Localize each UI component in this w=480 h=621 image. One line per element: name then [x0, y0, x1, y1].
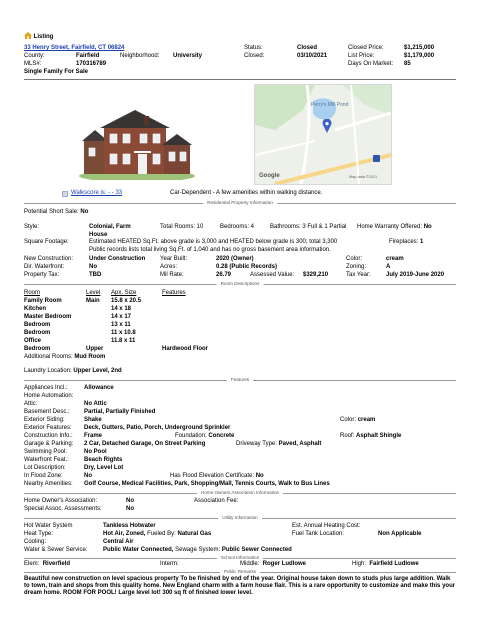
short-sale-label: Potential Short Sale: No	[24, 209, 89, 215]
room-name: Bedroom	[24, 330, 51, 336]
residential-section-header	[24, 199, 456, 206]
year-built-label: Year Built:	[160, 256, 188, 262]
cooling-value: Central Air	[103, 539, 134, 545]
nearby-label: Nearby Amenities:	[24, 481, 73, 487]
sqft-line-2: Public records lists total living Sq.Ft. of 1,040 and has no gross basement area information.	[89, 247, 331, 253]
driveway: Driveway Type: Paved, Asphalt	[236, 441, 322, 447]
waterfront-value: No	[89, 264, 97, 270]
rooms-header-features: Features	[162, 290, 186, 296]
rooms-header-level: Level	[86, 290, 101, 296]
lot-label: Lot Description:	[24, 465, 66, 471]
siding-label: Exterior Siding:	[24, 417, 65, 423]
tax-year-value: July 2019-June 2020	[386, 272, 445, 278]
room-name: Kitchen	[24, 306, 47, 312]
rooms-section-title: Room Descriptions	[217, 280, 264, 287]
flood-cert-value: No	[255, 473, 264, 479]
room-name: Office	[24, 338, 42, 344]
year-built-value: 2020 (Owner)	[216, 256, 254, 262]
zoning-label: Zoning:	[346, 264, 367, 270]
basement-value: Partial, Partially Finished	[84, 409, 156, 415]
fuel-tank-label: Fuel Tank Location:	[292, 531, 344, 537]
attic-value: No Attic	[84, 401, 107, 407]
flood-value: No	[84, 473, 92, 479]
feature-color: Color: cream	[340, 417, 376, 423]
flood-cert: Has Flood Elevation Certificate: No	[170, 473, 264, 479]
style-value: Colonial, Farm House	[89, 224, 131, 238]
sewage-value: Public Sewer Connected	[221, 547, 292, 553]
rooms-header-room: Room	[24, 290, 41, 296]
tax-year-label: Tax Year:	[346, 272, 371, 278]
laundry: Laundry Location: Upper Level, 2nd	[24, 368, 122, 374]
address-link[interactable]: 33 Henry Street, Fairfield, CT 06824	[24, 45, 125, 51]
attic-label: Attic:	[24, 401, 38, 407]
map-pin-icon	[322, 119, 332, 137]
map-credit: Map data ©2021	[349, 175, 378, 179]
nearby-value: Golf Course, Medical Facilities, Park, Shopping/Mall, Tennis Courts, Walk to Bus Lines	[84, 481, 330, 487]
ext-features-label: Exterior Features:	[24, 425, 72, 431]
interm-school-label: Interm:	[160, 561, 179, 567]
closed-label: Closed:	[244, 53, 265, 59]
construction-label: Construction Info.:	[24, 433, 73, 439]
elem-school: Elem: Riverfield	[24, 561, 71, 567]
utility-section-title: Utility Information	[218, 514, 262, 521]
additional-rooms-value: Mud Room	[74, 354, 106, 360]
foundation: Foundation: Concrete	[175, 433, 235, 439]
listing-title: Listing	[33, 34, 54, 40]
garage-label: Garage & Parking:	[24, 441, 74, 447]
room-size: 14 x 18	[111, 306, 132, 312]
google-logo: Google	[259, 173, 280, 179]
driveway-value: Paved, Asphalt	[278, 441, 322, 447]
bathrooms: Bathrooms: 3 Full & 1 Partial	[270, 224, 347, 230]
status-value: Closed	[297, 45, 318, 51]
county-label: County:	[24, 53, 45, 59]
association-fee-label: Association Fee:	[194, 498, 239, 504]
construction-value: Frame	[84, 433, 103, 439]
hot-water-value: Tankless Hotwater	[103, 523, 156, 529]
elem-school-value: Riverfield	[42, 561, 71, 567]
sqft-line-1: Estimated HEATED Sq.Ft. above grade is 3,000 and HEATED below grade is 300; total 3,300	[89, 239, 338, 245]
roof-value: Asphalt Shingle	[356, 433, 402, 439]
pool-value: No Pool	[84, 449, 107, 455]
basement-label: Basement Desc.:	[24, 409, 70, 415]
style-label: Style:	[24, 224, 40, 230]
color-value: cream	[386, 256, 404, 262]
room-size: 13 x 11	[111, 322, 131, 328]
heat-type: Hot Air, Zoned, Fueled By: Natural Gas	[103, 531, 212, 537]
map-place-label: Perry's Mill Pond	[311, 102, 349, 108]
tax-label: Property Tax:	[24, 272, 60, 278]
walkscore-text: Car-Dependent - A few amenities within walking distance.	[170, 190, 323, 196]
special-assessments-value: No	[126, 506, 134, 512]
roof: Roof: Asphalt Shingle	[340, 433, 402, 439]
tax-value: TBD	[89, 272, 102, 278]
mil-rate-value: 26.79	[216, 272, 232, 278]
list-price-label: List Price:	[348, 53, 375, 59]
room-level: Main	[86, 298, 100, 304]
neighborhood-label: Neighborhood:	[120, 53, 160, 59]
waterfront-feat-value: Beach Rights	[84, 457, 123, 463]
middle-school: Middle: Roger Ludlowe	[240, 561, 307, 567]
rooms-section-header	[24, 280, 456, 287]
room-name: Family Room	[24, 298, 62, 304]
water-value: Public Water Connected,	[103, 547, 174, 553]
dom-value: 85	[404, 61, 411, 67]
hoa-section-title: Home Owners Association Information	[197, 489, 283, 496]
remarks-section-title: Public Remarks	[220, 568, 260, 575]
house-icon	[24, 32, 32, 43]
hoa-section-header	[24, 489, 456, 496]
acres-value: 0.28 (Public Records)	[216, 264, 278, 270]
water-label: Water & Sewer Service:	[24, 547, 88, 553]
acres-label: Acres:	[160, 264, 178, 270]
room-size: 11 x 10.8	[111, 330, 136, 336]
water-sewer: Public Water Connected, Sewage System: Public Sewer Connected	[103, 547, 292, 553]
county-value: Fairfield	[76, 53, 100, 59]
mls-label: MLS#:	[24, 61, 42, 67]
mil-rate-label: Mil Rate:	[160, 272, 184, 278]
short-sale-value: No	[80, 209, 89, 215]
new-construction-label: New Construction:	[24, 256, 74, 262]
status-label: Status:	[244, 45, 263, 51]
hoa-value: No	[126, 498, 134, 504]
hoa-label: Home Owner's Association:	[24, 498, 98, 504]
fireplaces-value: 1	[420, 239, 424, 245]
room-name: Bedroom	[24, 346, 51, 352]
features-section-title: Features	[227, 376, 253, 383]
waterfront-label: Dir. Waterfront:	[24, 264, 65, 270]
heat-type-label: Heat Type:	[24, 531, 53, 537]
zoning-value: A	[386, 264, 391, 270]
sqft-label: Square Footage:	[24, 239, 69, 245]
special-assessments-label: Special Assoc. Assessments:	[24, 506, 102, 512]
listing-header	[24, 32, 53, 43]
additional-rooms: Additional Rooms: Mud Room	[24, 354, 106, 360]
room-features: Hardwood Floor	[162, 346, 208, 352]
heat-type-value: Hot Air, Zoned,	[103, 531, 146, 537]
list-price-value: $1,179,000	[404, 53, 435, 59]
garage-value: 2 Car, Detached Garage, On Street Parking	[84, 441, 206, 447]
room-name: Master Bedroom	[24, 314, 72, 320]
foundation-value: Concrete	[208, 433, 235, 439]
school-section-header	[24, 554, 456, 561]
school-section-title: School Information	[217, 554, 263, 561]
fueled-by-value: Natural Gas	[177, 531, 212, 537]
room-size: 15.8 x 20.5	[111, 298, 142, 304]
laundry-value: Upper Level, 2nd	[73, 368, 122, 374]
room-level: Upper	[86, 346, 104, 352]
fuel-tank-value: Non Applicable	[378, 531, 422, 537]
residential-section-title: Residential Property Information	[203, 199, 277, 206]
total-rooms: Total Rooms: 10	[160, 224, 204, 230]
warranty-value: No	[423, 224, 432, 230]
remarks-section-header	[24, 568, 456, 575]
appliances-label: Appliances Incl.:	[24, 385, 68, 391]
heating-cost-label: Est. Annual Heating Cost:	[292, 523, 361, 529]
new-construction-value: Under Construction	[89, 256, 146, 262]
room-name: Bedroom	[24, 322, 51, 328]
property-type: Single Family For Sale	[24, 69, 89, 75]
middle-school-value: Roger Ludlowe	[262, 561, 307, 567]
features-section-header	[24, 376, 456, 383]
lot-value: Dry, Level Lot	[84, 465, 124, 471]
header-divider	[24, 79, 456, 80]
closed-date: 03/10/2021	[297, 53, 328, 59]
room-size: 11.8 x 11	[111, 338, 136, 344]
location-map[interactable]	[254, 84, 392, 185]
neighborhood-value: University	[173, 53, 203, 59]
bedrooms: Bedrooms: 4	[220, 224, 255, 230]
automation-label: Home Automation:	[24, 393, 74, 399]
dom-label: Days On Market:	[348, 61, 394, 67]
high-school: High: Fairfield Ludlowe	[352, 561, 419, 567]
pool-label: Swimming Pool:	[24, 449, 68, 455]
cooling-label: Cooling:	[24, 539, 47, 545]
utility-section-header	[24, 514, 456, 521]
walkscore-link[interactable]: Walkscore is: - - 33	[71, 190, 123, 196]
hot-water-label: Hot Water System	[24, 523, 73, 529]
flood-label: In Flood Zone:	[24, 473, 63, 479]
assessed-value: $329,210	[303, 272, 329, 278]
warranty: Home Warranty Offered: No	[357, 224, 432, 230]
waterfront-feat-label: Waterfront Feat.:	[24, 457, 69, 463]
rooms-header-size: Apx. Size	[111, 290, 137, 296]
fireplaces: Fireplaces: 1	[389, 239, 424, 245]
house-photo[interactable]	[78, 104, 196, 180]
room-size: 14 x 17	[111, 314, 132, 320]
public-remarks: Beautiful new construction on level spacious property To be finished by end of the year. Original house taken down to studs plus large addition. Walk to town, train and shops from this quality home. New England charm with a farm house flair. This is a rare opportunity to customize and make this your dream home. ROOM FOR POOL! Large level lot! 300 sq ft of finished lower level.	[24, 576, 456, 597]
appliances-value: Allowance	[84, 385, 114, 391]
feature-color-value: cream	[357, 417, 376, 423]
assessed-label: Assessed Value:	[250, 272, 295, 278]
closed-price-label: Closed Price:	[348, 45, 384, 51]
ext-features-value: Deck, Gutters, Patio, Porch, Underground Sprinkler	[84, 425, 231, 431]
siding-value: Shake	[84, 417, 102, 423]
mls-value: 170316789	[76, 61, 107, 67]
high-school-value: Fairfield Ludlowe	[369, 561, 419, 567]
color-label: Color:	[346, 256, 363, 262]
closed-price-value: $1,215,000	[404, 45, 435, 51]
